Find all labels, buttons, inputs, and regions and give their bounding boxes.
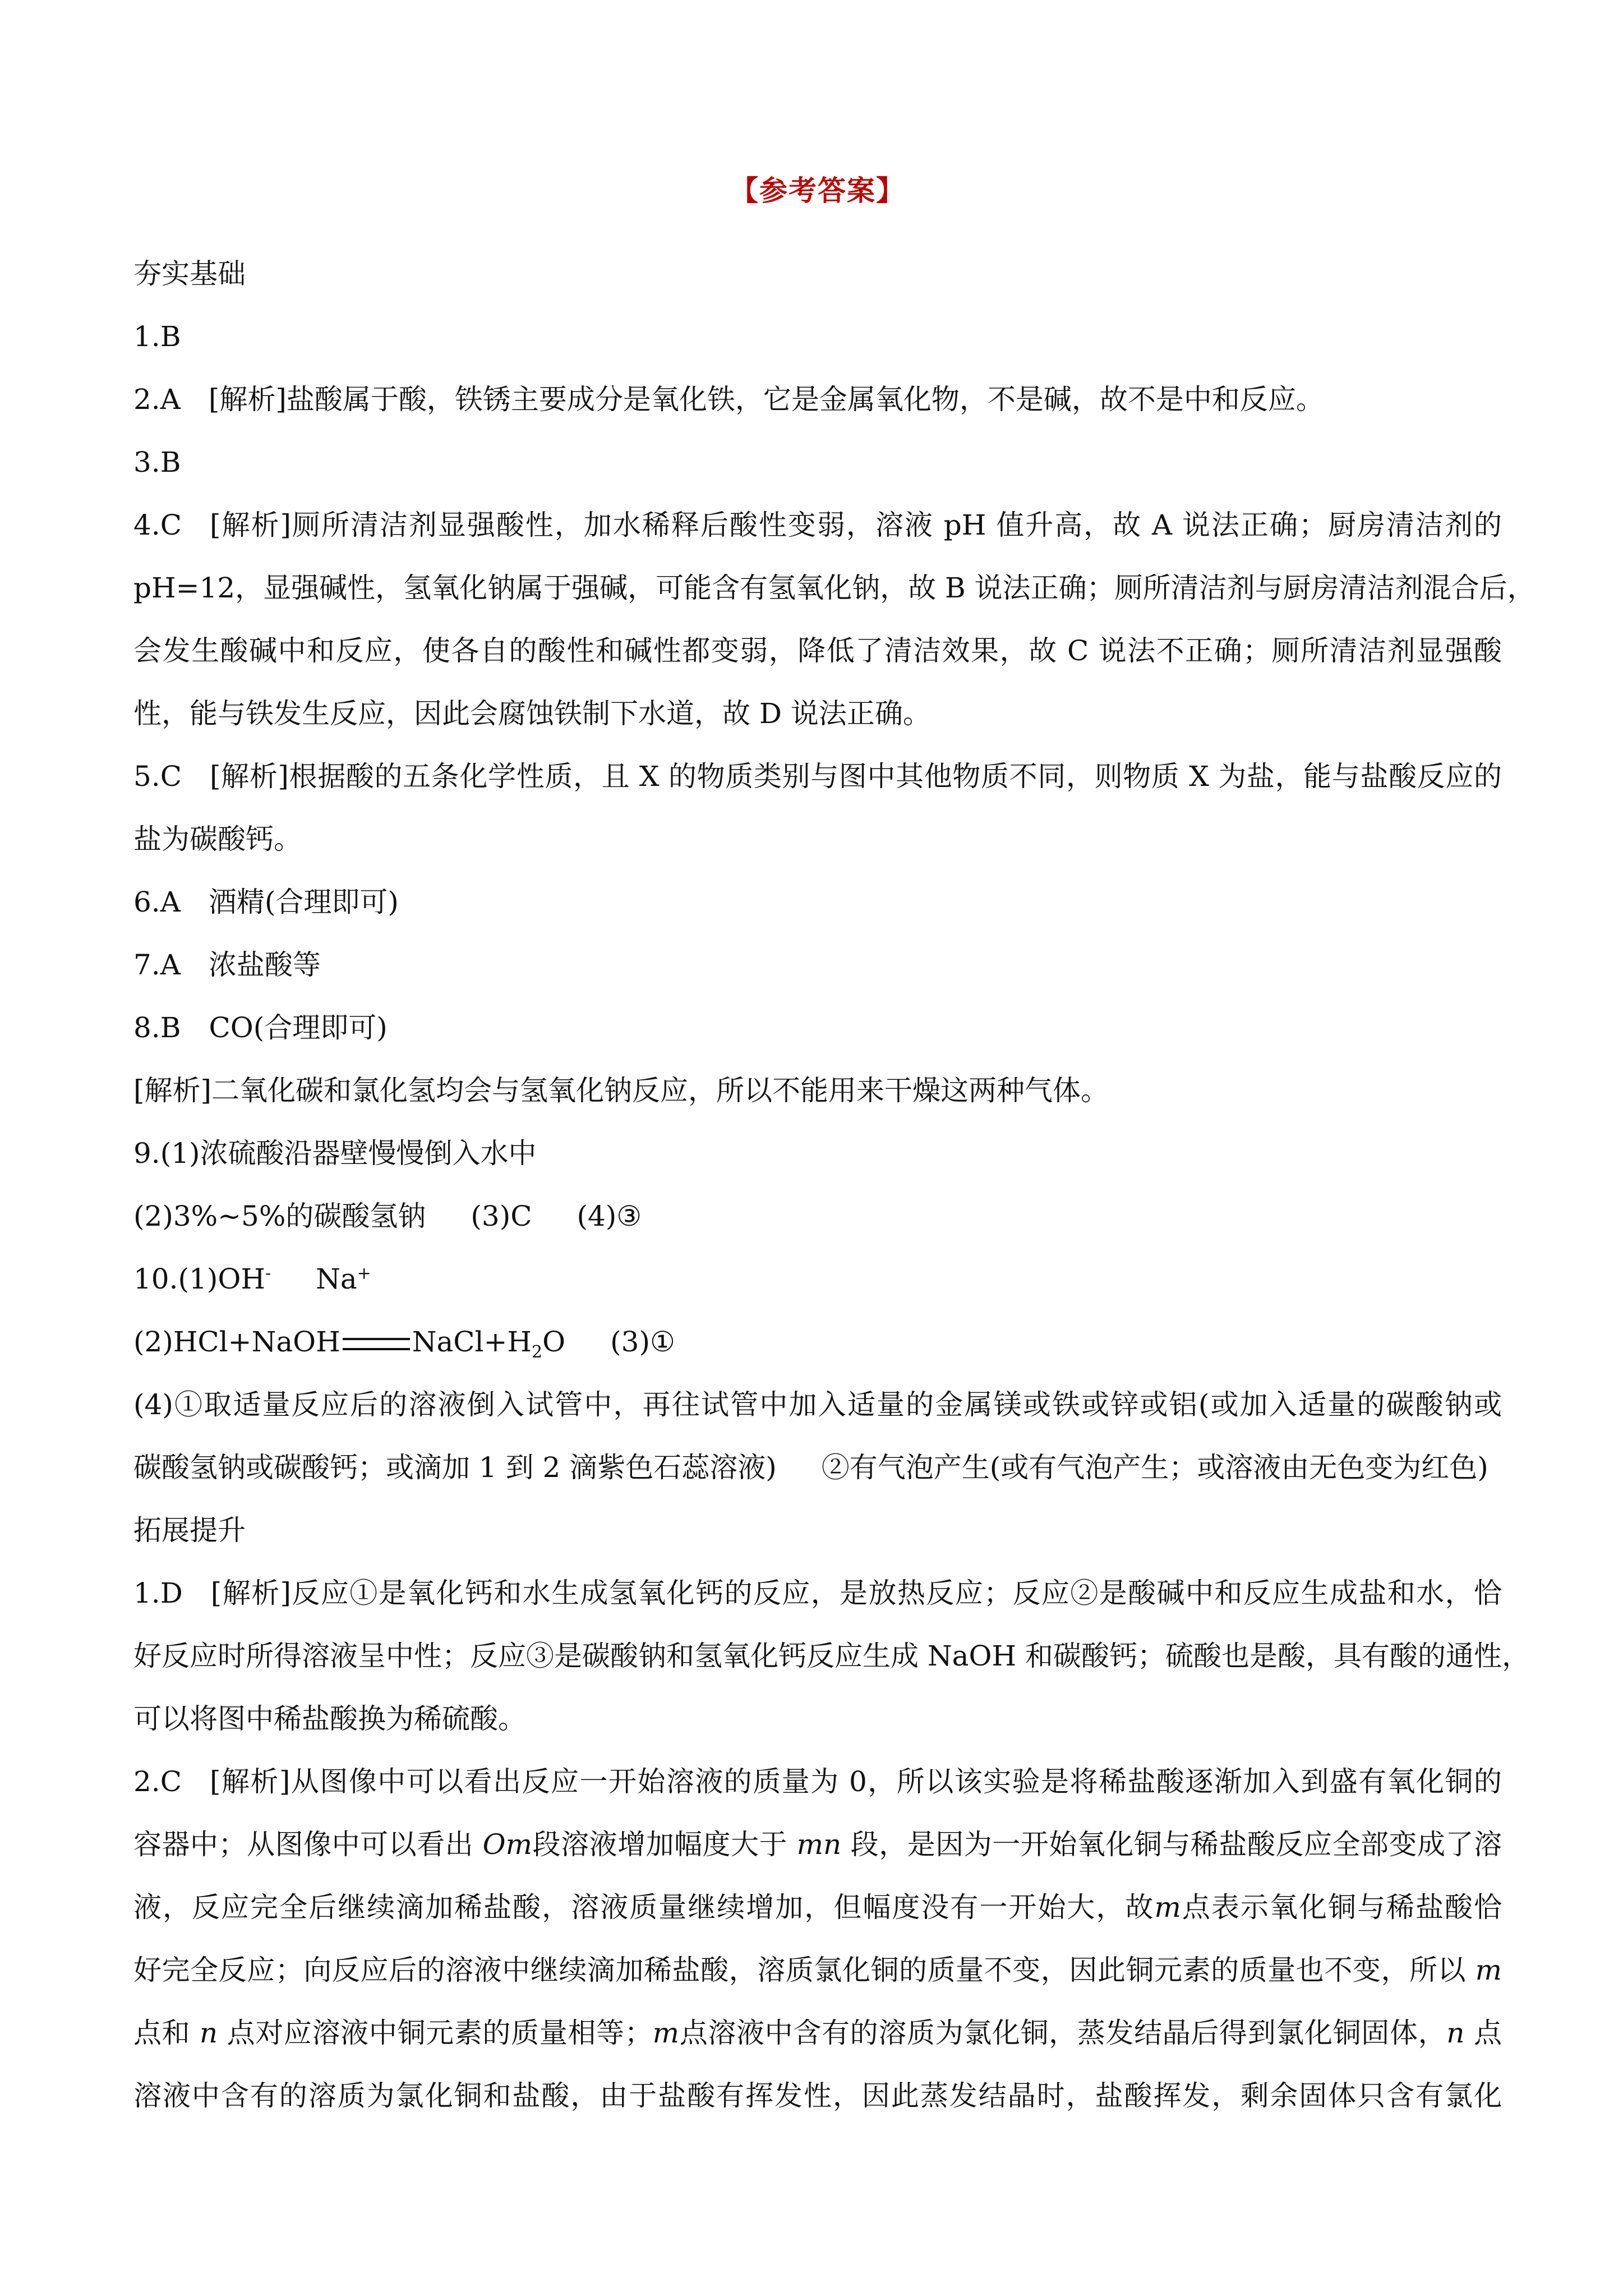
answer-line: 9.(1)浓硫酸沿器壁慢慢倒入水中: [133, 1137, 537, 1170]
answer-line: [解析]二氧化碳和氯化氢均会与氢氧化钠反应，所以不能用来干燥这两种气体。: [133, 1074, 1109, 1107]
answer-text: (3)①: [610, 1326, 675, 1358]
answer-content: [133, 242, 1536, 2127]
answer-line: [133, 1248, 1502, 1310]
answer-text: CO(合理即可): [209, 1011, 388, 1044]
equation-products: O: [542, 1326, 566, 1358]
answer-analysis: [解析]反应①是氧化钙和水生成氢氧化钙的反应，是放热反应；反应②是酸碱中和反应生成盐和水，恰: [210, 1577, 1502, 1609]
variable-italic: m: [1154, 1891, 1181, 1924]
answer-line: [133, 368, 1502, 431]
answer-number: 6.A: [133, 886, 181, 918]
answer-number: 2.A: [133, 383, 181, 416]
answer-number: 1.B: [133, 320, 181, 353]
answer-analysis: [解析]厕所清洁剂显强酸性，加水稀释后酸性变弱，溶液 pH 值升高，故 A 说法正确；厨房清洁剂的: [209, 509, 1502, 541]
answer-number: 7.A: [133, 949, 181, 981]
answer-line: pH=12，显强碱性，氢氧化钠属于强碱，可能含有氢氧化钠，故 B 说法正确；厕所清洁剂与厨房清洁剂混合后，: [133, 572, 1536, 604]
answer-text: Na: [316, 1263, 357, 1295]
variable-italic: mn: [796, 1828, 842, 1861]
answer-analysis: [解析]盐酸属于酸，铁锈主要成分是氧化铁，它是金属氧化物，不是碱，故不是中和反应。: [208, 383, 1324, 416]
answer-line: [133, 1750, 1502, 1813]
answer-text: 点: [1474, 2017, 1502, 2049]
answer-analysis: [解析]从图像中可以看出反应一开始溶液的质量为 0，所以该实验是将稀盐酸逐渐加入到盛有氧化铜的: [209, 1765, 1502, 1798]
answer-text: 点溶液中含有的溶质为氯化铜，蒸发结晶后得到氯化铜固体，: [679, 2017, 1447, 2049]
answer-line: [133, 1310, 1502, 1373]
answer-text: (2)3%~5%的碳酸氢钠: [133, 1200, 426, 1232]
equation-products: NaCl+H: [412, 1326, 532, 1358]
answer-text: ②有气泡产生(或有气泡产生；或溶液由无色变为红色): [821, 1451, 1488, 1484]
section-heading-advanced: 拓展提升: [133, 1514, 246, 1547]
answer-number: 1.D: [133, 1577, 183, 1609]
section-heading-basic: 夯实基础: [133, 257, 246, 290]
variable-italic: n: [1446, 2017, 1465, 2049]
superscript-charge: -: [265, 1263, 271, 1283]
answer-line: [133, 1185, 1502, 1248]
answer-text: (3)C: [471, 1200, 532, 1232]
answer-line: [133, 933, 1502, 996]
answer-text: 点对应溶液中铜元素的质量相等；: [227, 2017, 653, 2049]
answer-text: 酒精(合理即可): [208, 886, 399, 918]
page-title: 【参考答案】: [730, 174, 905, 207]
answer-number: 5.C: [133, 760, 182, 793]
answer-line: [133, 1436, 1502, 1499]
answer-line: [133, 2001, 1502, 2064]
answer-line: [133, 1876, 1502, 1939]
answer-number: 2.C: [133, 1765, 182, 1798]
variable-italic: m: [1475, 1954, 1502, 1986]
answer-text: 液，反应完全后继续滴加稀盐酸，溶液质量继续增加，但幅度没有一开始大，故: [133, 1891, 1155, 1924]
answer-line: [133, 431, 1502, 494]
answer-number: 4.C: [133, 509, 182, 541]
subscript: 2: [532, 1342, 543, 1362]
answer-line: [133, 1939, 1502, 2001]
equation-equals-sign: [343, 1338, 410, 1350]
answer-line: 会发生酸碱中和反应，使各自的酸性和碱性都变弱，降低了清洁效果，故 C 说法不正确；厕所清洁剂显强酸: [133, 634, 1502, 667]
answer-line: [133, 871, 1502, 933]
variable-italic: n: [199, 2017, 218, 2049]
answer-line: 好反应时所得溶液呈中性；反应③是碳酸钠和氢氧化钙反应生成 NaOH 和碳酸钙；硫酸也是酸，具有酸的通性，: [133, 1640, 1530, 1672]
answer-text: (4)③: [577, 1200, 642, 1232]
answer-text: 点和: [133, 2017, 191, 2049]
answer-text: 好完全反应；向反应后的溶液中继续滴加稀盐酸，溶质氯化铜的质量不变，因此铜元素的质量也不变，所以: [133, 1954, 1467, 1986]
superscript-charge: +: [357, 1263, 371, 1283]
answer-line: [133, 1562, 1502, 1625]
variable-italic: Om: [482, 1828, 533, 1861]
answer-line: (4)①取适量反应后的溶液倒入试管中，再往试管中加入适量的金属镁或铁或锌或铝(或加入适量的碳酸钠或: [133, 1388, 1502, 1421]
answer-line: 性，能与铁发生反应，因此会腐蚀铁制下水道，故 D 说法正确。: [133, 697, 931, 730]
answer-line: 可以将图中稀盐酸换为稀硫酸。: [133, 1703, 526, 1735]
answer-text: 浓盐酸等: [208, 949, 321, 981]
answer-line: [133, 305, 1502, 368]
variable-italic: m: [652, 2017, 680, 2049]
answer-number: 3.B: [133, 446, 181, 478]
answer-number: 8.B: [133, 1011, 181, 1044]
answer-line: [133, 996, 1502, 1059]
answer-text: 段，是因为一开始氧化铜与稀盐酸反应全部变成了溶: [850, 1828, 1502, 1861]
answer-line: 盐为碳酸钙。: [133, 823, 302, 855]
answer-line: [133, 494, 1502, 556]
answer-analysis: [解析]根据酸的五条化学性质，且 X 的物质类别与图中其他物质不同，则物质 X 为盐，能与盐酸反应的: [209, 760, 1502, 793]
answer-text: 容器中；从图像中可以看出: [133, 1828, 474, 1861]
answer-line: [133, 745, 1502, 808]
answer-text: 点表示氧化铜与稀盐酸恰: [1181, 1891, 1502, 1924]
answer-text: 碳酸氢钠或碳酸钙；或滴加 1 到 2 滴紫色石蕊溶液): [133, 1451, 777, 1484]
answer-line: [133, 1813, 1502, 1876]
answer-text: 段溶液增加幅度大于: [532, 1828, 788, 1861]
answer-line: 溶液中含有的溶质为氯化铜和盐酸，由于盐酸有挥发性，因此蒸发结晶时，盐酸挥发，剩余固体只含有氯化: [133, 2079, 1502, 2112]
equation-reactants: (2)HCl+NaOH: [133, 1326, 340, 1358]
answer-text: 10.(1)OH: [133, 1263, 265, 1295]
